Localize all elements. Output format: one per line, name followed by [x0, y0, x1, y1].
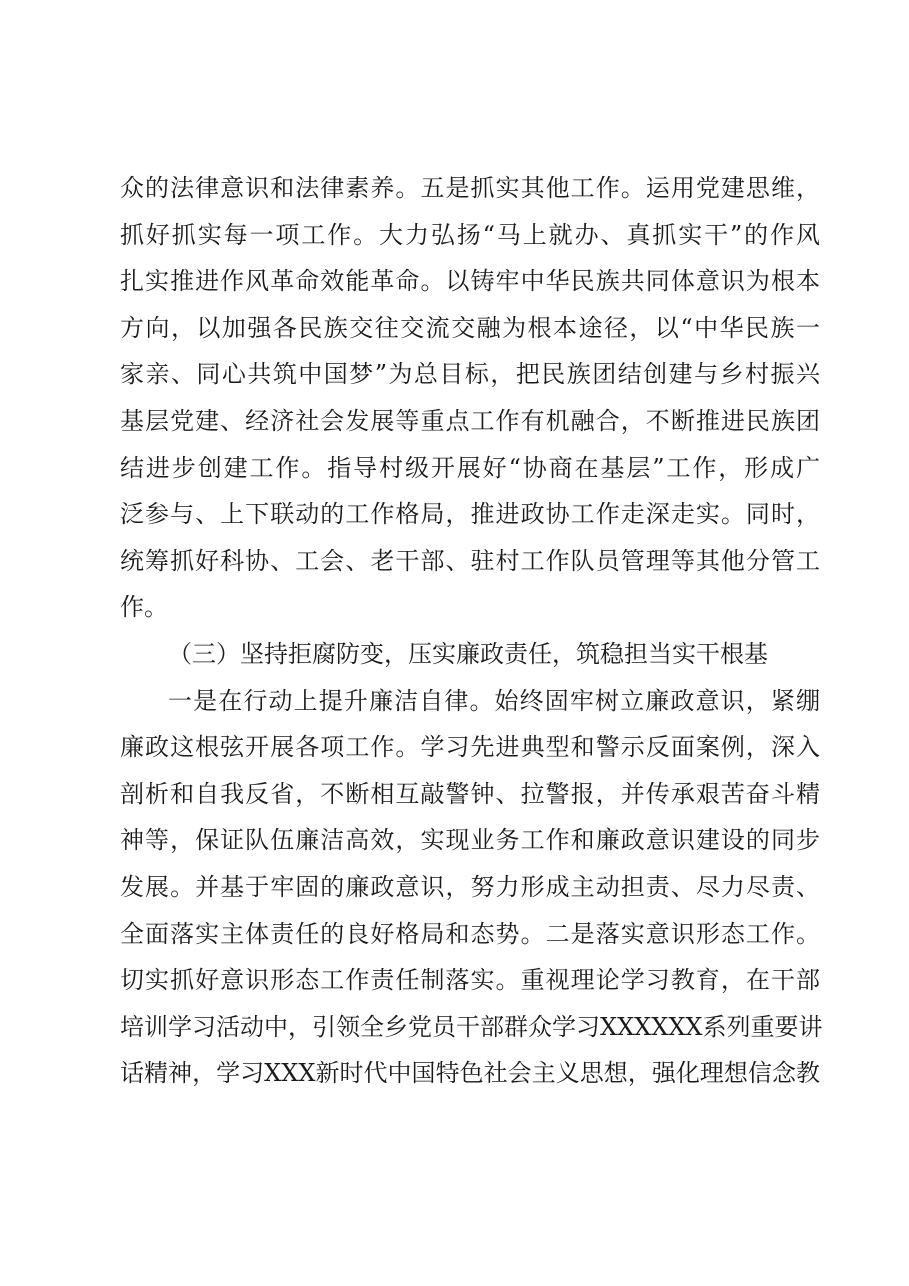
text-line: 统筹抓好科协、工会、老干部、驻村工作队员管理等其他分管工: [120, 546, 820, 575]
paragraph-continuation: [120, 165, 820, 631]
text-line: 基层党建、经济社会发展等重点工作有机融合，不断推进民族团: [120, 406, 820, 435]
text-line: 培训学习活动中，引领全乡党员干部群众学习XXXXXX系列重要讲: [120, 1012, 823, 1041]
text-line: 家亲、同心共筑中国梦”为总目标，把民族团结创建与乡村振兴: [120, 360, 820, 389]
text-line: 众的法律意识和法律素养。五是抓实其他工作。运用党建思维，: [120, 174, 820, 202]
text-line: 全面落实主体责任的良好格局和态势。二是落实意识形态工作。: [120, 919, 820, 948]
text-line: 话精神，学习XXX新时代中国特色社会主义思想，强化理想信念教: [120, 1059, 820, 1088]
text-line: 扎实推进作风革命效能革命。以铸牢中华民族共同体意识为根本: [120, 267, 820, 296]
paragraph: [120, 678, 823, 1097]
text-line: 抓好抓实每一项工作。大力弘扬“马上就办、真抓实干”的作风: [120, 220, 820, 249]
text-line: 剖析和自我反省，不断相互敲警钟、拉警报，并传承艰苦奋斗精: [120, 779, 820, 808]
text-line: 作。: [120, 593, 168, 622]
text-line: 一是在行动上提升廉洁自律。始终固牢树立廉政意识，紧绷: [168, 686, 820, 715]
text-line: 发展。并基于牢固的廉政意识，努力形成主动担责、尽力尽责、: [120, 872, 820, 901]
text-line: 神等，保证队伍廉洁高效，实现业务工作和廉政意识建设的同步: [120, 826, 820, 855]
text-line: 结进步创建工作。指导村级开展好“协商在基层”工作，形成广: [120, 453, 820, 482]
document-body: [120, 165, 823, 1097]
section-heading: （三）坚持拒腐防变，压实廉政责任，筑稳担当实干根基: [168, 639, 768, 668]
text-line: 廉政这根弦开展各项工作。学习先进典型和警示反面案例，深入: [120, 733, 820, 762]
text-line: 切实抓好意识形态工作责任制落实。重视理论学习教育，在干部: [120, 966, 820, 995]
text-line: 方向，以加强各民族交往交流交融为根本途径，以“中华民族一: [120, 313, 820, 342]
text-line: 泛参与、上下联动的工作格局，推进政协工作走深走实。同时，: [120, 500, 820, 529]
